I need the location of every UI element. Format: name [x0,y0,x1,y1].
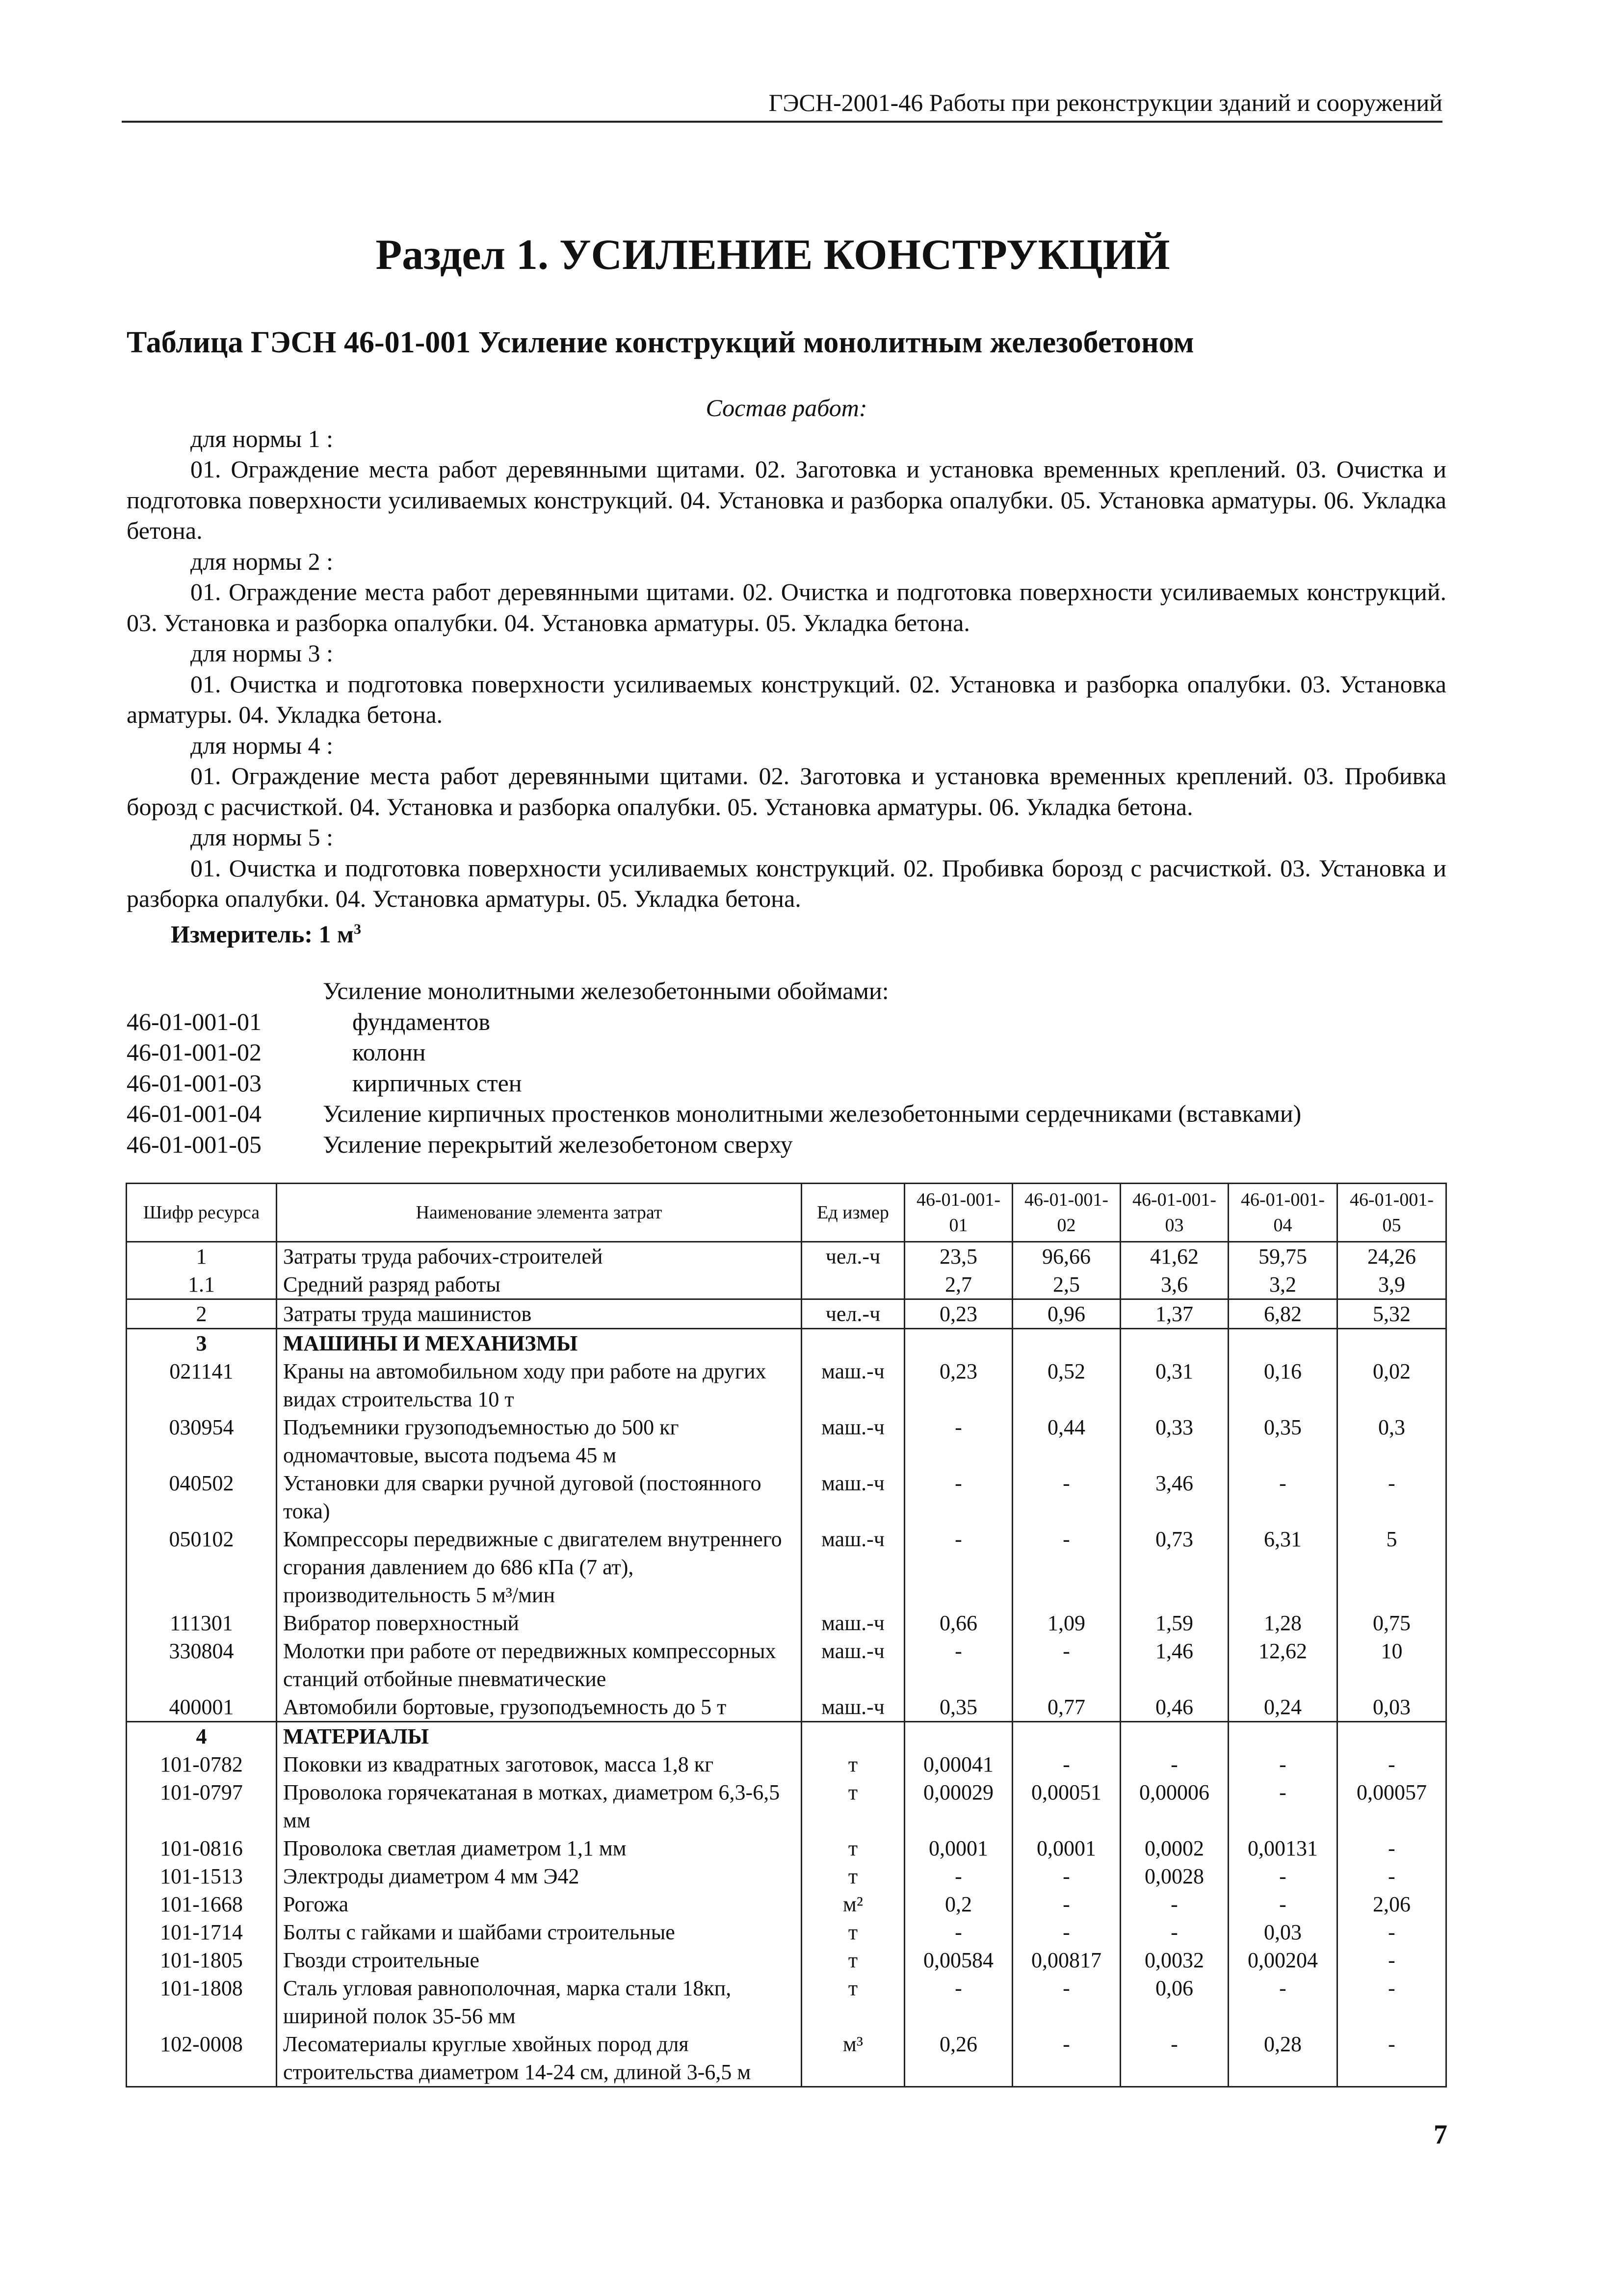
value-04: - [1229,1890,1337,1918]
group-heading: Усиление монолитными железобетонными обоймами: [323,977,889,1004]
norm-4 [127,730,1446,822]
header-norm-03: 46-01-001-03 [1121,1184,1229,1242]
value-02: 96,66 [1013,1242,1121,1271]
value-01: 0,00029 [905,1778,1013,1834]
value-05: 0,02 [1337,1357,1446,1413]
code-row [127,1037,1451,1068]
value-05: - [1337,1834,1446,1862]
value-03: 0,46 [1121,1693,1229,1722]
value-04 [1229,1329,1337,1358]
value-01: 0,00041 [905,1750,1013,1778]
table-row [127,1750,1446,1778]
value-04: - [1229,1750,1337,1778]
value-02: 0,52 [1013,1357,1121,1413]
resource-code: 101-0797 [127,1778,277,1834]
unit [802,1270,905,1299]
norm-name: Усиление перекрытий железобетоном сверху [323,1130,793,1158]
value-02: - [1013,1637,1121,1693]
value-01: 0,2 [905,1890,1013,1918]
value-04: - [1229,1778,1337,1834]
section-row [127,1329,1446,1358]
value-03: - [1121,1750,1229,1778]
resource-code: 400001 [127,1693,277,1722]
value-02: 0,77 [1013,1693,1121,1722]
value-04: 0,24 [1229,1693,1337,1722]
resource-name: Вибратор поверхностный [277,1609,802,1637]
composition-title: Состав работ: [706,394,867,422]
value-05: 0,03 [1337,1693,1446,1722]
value-03: 0,73 [1121,1525,1229,1609]
value-01: 0,35 [905,1693,1013,1722]
resource-code: 101-0816 [127,1834,277,1862]
header-norm-04: 46-01-001-04 [1229,1184,1337,1242]
unit: маш.-ч [802,1525,905,1609]
norm-label: для нормы 1 : [190,424,334,452]
value-03: 0,0002 [1121,1834,1229,1862]
value-05: - [1337,1946,1446,1974]
resource-code: 101-1513 [127,1862,277,1890]
norm-1 [127,423,1446,546]
resource-code: 021141 [127,1357,277,1413]
value-01: 0,66 [905,1609,1013,1637]
value-01: 0,23 [905,1357,1013,1413]
header-norm-05: 46-01-001-05 [1337,1184,1446,1242]
value-04: 0,16 [1229,1357,1337,1413]
value-05: 3,9 [1337,1270,1446,1299]
resource-code: 101-1714 [127,1918,277,1946]
table-row [127,1413,1446,1469]
value-05: - [1337,1974,1446,2030]
resource-table [126,1183,1447,2087]
resource-name: Рогожа [277,1890,802,1918]
value-05: 2,06 [1337,1890,1446,1918]
value-03: - [1121,1918,1229,1946]
value-04: 3,2 [1229,1270,1337,1299]
table-row [127,1890,1446,1918]
table-row [127,1637,1446,1693]
value-05: 0,3 [1337,1413,1446,1469]
value-02: - [1013,1890,1121,1918]
resource-code: 2 [127,1299,277,1329]
resource-code: 101-1808 [127,1974,277,2030]
norm-code: 46-01-001-02 [127,1038,262,1066]
value-04: - [1229,1974,1337,2030]
value-03: 3,46 [1121,1469,1229,1525]
value-05 [1337,1722,1446,1751]
measure-value: 1 м [318,920,354,948]
value-01: - [905,1413,1013,1469]
resource-name: Автомобили бортовые, грузоподъемность до 5 т [277,1693,802,1722]
resource-code: 102-0008 [127,2030,277,2087]
value-04: 0,28 [1229,2030,1337,2087]
value-04: 12,62 [1229,1637,1337,1693]
resource-name: МАТЕРИАЛЫ [277,1722,802,1751]
code-row [127,1006,1451,1037]
code-row [127,1068,1451,1099]
resource-name: Электроды диаметром 4 мм Э42 [277,1862,802,1890]
table-row [127,1974,1446,2030]
resource-name: МАШИНЫ И МЕХАНИЗМЫ [277,1329,802,1358]
value-02: 0,00051 [1013,1778,1121,1834]
work-composition [127,393,1446,950]
value-05: - [1337,1750,1446,1778]
table-row [127,1357,1446,1413]
value-05: 5 [1337,1525,1446,1609]
resource-name: Подъемники грузоподъемностью до 500 кг одномачтовые, высота подъема 45 м [277,1413,802,1469]
value-05: - [1337,2030,1446,2087]
value-04: 59,75 [1229,1242,1337,1271]
resource-name: Средний разряд работы [277,1270,802,1299]
code-row [127,1098,1451,1129]
header-code: Шифр ресурса [127,1184,277,1242]
value-05: 10 [1337,1637,1446,1693]
unit: чел.-ч [802,1299,905,1329]
table-body [127,1242,1446,2087]
resource-name: Сталь угловая равнополочная, марка стали 18кп, шириной полок 35-56 мм [277,1974,802,2030]
resource-name: Лесоматериалы круглые хвойных пород для строительства диаметром 14-24 см, длиной 3-6,5 м [277,2030,802,2087]
unit: маш.-ч [802,1413,905,1469]
norm-label: для нормы 2 : [190,547,334,575]
table-row [127,1609,1446,1637]
norm-2 [127,546,1446,638]
table-title: Таблица ГЭСН 46-01-001 Усиление конструкций монолитным железобетоном [127,326,1194,359]
resource-code: 101-1805 [127,1946,277,1974]
norm-code: 46-01-001-01 [127,1007,262,1035]
header-norm-02: 46-01-001-02 [1013,1184,1121,1242]
resource-name: Болты с гайками и шайбами строительные [277,1918,802,1946]
value-01: - [905,1974,1013,2030]
code-row [127,1129,1451,1160]
value-03: 1,46 [1121,1637,1229,1693]
norm-name: фундаментов [352,1007,490,1035]
value-02: - [1013,1974,1121,2030]
value-01: 0,23 [905,1299,1013,1329]
table-row [127,1834,1446,1862]
resource-name: Компрессоры передвижные с двигателем внутреннего сгорания давлением до 686 кПа (7 ат), производительность 5 м³/мин [277,1525,802,1609]
value-03: 3,6 [1121,1270,1229,1299]
unit: т [802,1778,905,1834]
value-03: 0,0028 [1121,1862,1229,1890]
resource-name: Затраты труда машинистов [277,1299,802,1329]
table-row [127,1946,1446,1974]
value-02: 0,0001 [1013,1834,1121,1862]
value-01: - [905,1469,1013,1525]
resource-name: Затраты труда рабочих-строителей [277,1242,802,1271]
resource-name: Молотки при работе от передвижных компрессорных станций отбойные пневматические [277,1637,802,1693]
resource-name: Краны на автомобильном ходу при работе на других видах строительства 10 т [277,1357,802,1413]
value-04: 0,35 [1229,1413,1337,1469]
norm-text: 01. Очистка и подготовка поверхности усиливаемых конструкций. 02. Пробивка борозд с расчисткой. 03. Установка и разборка опалубки. 04. Установка арматуры. 05. Укладка бетона. [127,854,1446,912]
page-number: 7 [1434,2119,1447,2150]
table-row [127,1469,1446,1525]
value-04: 0,00204 [1229,1946,1337,1974]
resource-code: 330804 [127,1637,277,1693]
value-04: 6,31 [1229,1525,1337,1609]
norm-name: Усиление кирпичных простенков монолитными железобетонными сердечниками (вставками) [323,1100,1302,1127]
value-05: 24,26 [1337,1242,1446,1271]
value-02: - [1013,1750,1121,1778]
value-01 [905,1329,1013,1358]
section-title: Раздел 1. УСИЛЕНИЕ КОНСТРУКЦИЙ [375,231,1170,279]
norm-code: 46-01-001-05 [127,1130,262,1158]
value-02: 0,44 [1013,1413,1121,1469]
value-05: 0,75 [1337,1609,1446,1637]
header-unit: Ед измер [802,1184,905,1242]
measure-unit [127,914,1446,950]
unit: т [802,1918,905,1946]
value-05 [1337,1329,1446,1358]
value-05: 5,32 [1337,1299,1446,1329]
value-04 [1229,1722,1337,1751]
value-03 [1121,1722,1229,1751]
resource-code: 101-1668 [127,1890,277,1918]
measure-exponent: 3 [354,921,362,937]
value-05: - [1337,1918,1446,1946]
table-header-row [127,1184,1446,1242]
unit [802,1329,905,1358]
header-name: Наименование элемента затрат [277,1184,802,1242]
value-01: 0,00584 [905,1946,1013,1974]
unit [802,1722,905,1751]
value-04: 6,82 [1229,1299,1337,1329]
unit: м² [802,1890,905,1918]
value-05: - [1337,1862,1446,1890]
resource-name: Проволока горячекатаная в мотках, диаметром 6,3-6,5 мм [277,1778,802,1834]
resource-name: Поковки из квадратных заготовок, масса 1,8 кг [277,1750,802,1778]
value-03: 0,06 [1121,1974,1229,2030]
table-row [127,1918,1446,1946]
value-01: 23,5 [905,1242,1013,1271]
value-03: 0,0032 [1121,1946,1229,1974]
unit: чел.-ч [802,1242,905,1271]
value-01: - [905,1637,1013,1693]
value-04: 0,03 [1229,1918,1337,1946]
resource-code: 040502 [127,1469,277,1525]
norm-3 [127,638,1446,730]
value-03: 41,62 [1121,1242,1229,1271]
value-01: 0,26 [905,2030,1013,2087]
table-row [127,1778,1446,1834]
value-03: - [1121,2030,1229,2087]
unit: т [802,1862,905,1890]
norm-name: кирпичных стен [352,1069,522,1097]
value-04: - [1229,1862,1337,1890]
value-04: - [1229,1469,1337,1525]
value-03: 0,31 [1121,1357,1229,1413]
unit: маш.-ч [802,1637,905,1693]
resource-code: 030954 [127,1413,277,1469]
norm-code: 46-01-001-04 [127,1100,262,1127]
resource-code: 1 [127,1242,277,1271]
unit: маш.-ч [802,1609,905,1637]
norm-code: 46-01-001-03 [127,1069,262,1097]
norm-5 [127,822,1446,914]
unit: т [802,1974,905,2030]
norm-label: для нормы 5 : [190,823,334,851]
value-02: - [1013,1918,1121,1946]
table-row [127,2030,1446,2087]
value-02: 0,96 [1013,1299,1121,1329]
unit: т [802,1750,905,1778]
unit: м³ [802,2030,905,2087]
norm-text: 01. Ограждение места работ деревянными щитами. 02. Заготовка и установка временных креплений. 03. Очистка и подготовка поверхности усиливаемых конструкций. 04. Установка и разборка опалубки. 05. Установка арматуры. 06. Укладка бетона. [127,455,1446,544]
norm-label: для нормы 3 : [190,639,334,667]
norm-name: колонн [352,1038,426,1066]
resource-code: 1.1 [127,1270,277,1299]
table-row [127,1525,1446,1609]
unit: маш.-ч [802,1693,905,1722]
value-03: 1,37 [1121,1299,1229,1329]
value-02: 2,5 [1013,1270,1121,1299]
value-05: - [1337,1469,1446,1525]
value-03: 0,33 [1121,1413,1229,1469]
value-05: 0,00057 [1337,1778,1446,1834]
section-row [127,1722,1446,1751]
norm-text: 01. Ограждение места работ деревянными щитами. 02. Очистка и подготовка поверхности усиливаемых конструкций. 03. Установка и разборка опалубки. 04. Установка арматуры. 05. Укладка бетона. [127,578,1446,636]
value-01: - [905,1862,1013,1890]
value-03 [1121,1329,1229,1358]
header-norm-01: 46-01-001-01 [905,1184,1013,1242]
value-02: 1,09 [1013,1609,1121,1637]
value-01 [905,1722,1013,1751]
norm-text: 01. Очистка и подготовка поверхности усиливаемых конструкций. 02. Установка и разборка опалубки. 03. Установка арматуры. 04. Укладка бетона. [127,670,1446,728]
resource-name: Проволока светлая диаметром 1,1 мм [277,1834,802,1862]
running-header: ГЭСН-2001-46 Работы при реконструкции зданий и сооружений [122,87,1442,123]
resource-name: Гвозди строительные [277,1946,802,1974]
resource-name: Установки для сварки ручной дуговой (постоянного тока) [277,1469,802,1525]
value-02 [1013,1722,1121,1751]
value-03: 0,00006 [1121,1778,1229,1834]
table-row [127,1693,1446,1722]
resource-code: 4 [127,1722,277,1751]
value-01: - [905,1525,1013,1609]
unit: маш.-ч [802,1469,905,1525]
value-02 [1013,1329,1121,1358]
unit: маш.-ч [802,1357,905,1413]
resource-code: 3 [127,1329,277,1358]
value-03: 1,59 [1121,1609,1229,1637]
value-02: - [1013,1862,1121,1890]
resource-code: 101-0782 [127,1750,277,1778]
table-row [127,1862,1446,1890]
table-row [127,1270,1446,1299]
table-row [127,1299,1446,1329]
measure-label: Измеритель: [171,920,313,948]
value-01: 0,0001 [905,1834,1013,1862]
value-02: - [1013,1469,1121,1525]
resource-code: 111301 [127,1609,277,1637]
value-03: - [1121,1890,1229,1918]
value-01: 2,7 [905,1270,1013,1299]
norm-codes-list [127,976,1451,1160]
value-01: - [905,1918,1013,1946]
table-row [127,1242,1446,1271]
value-04: 1,28 [1229,1609,1337,1637]
value-02: - [1013,1525,1121,1609]
value-04: 0,00131 [1229,1834,1337,1862]
norm-label: для нормы 4 : [190,731,334,759]
resource-code: 050102 [127,1525,277,1609]
code-group-heading [127,976,1451,1006]
norm-text: 01. Ограждение места работ деревянными щитами. 02. Заготовка и установка временных креплений. 03. Пробивка борозд с расчисткой. 04. Установка и разборка опалубки. 05. Установка арматуры. 06. Укладка бетона. [127,762,1446,820]
value-02: - [1013,2030,1121,2087]
unit: т [802,1946,905,1974]
unit: т [802,1834,905,1862]
value-02: 0,00817 [1013,1946,1121,1974]
